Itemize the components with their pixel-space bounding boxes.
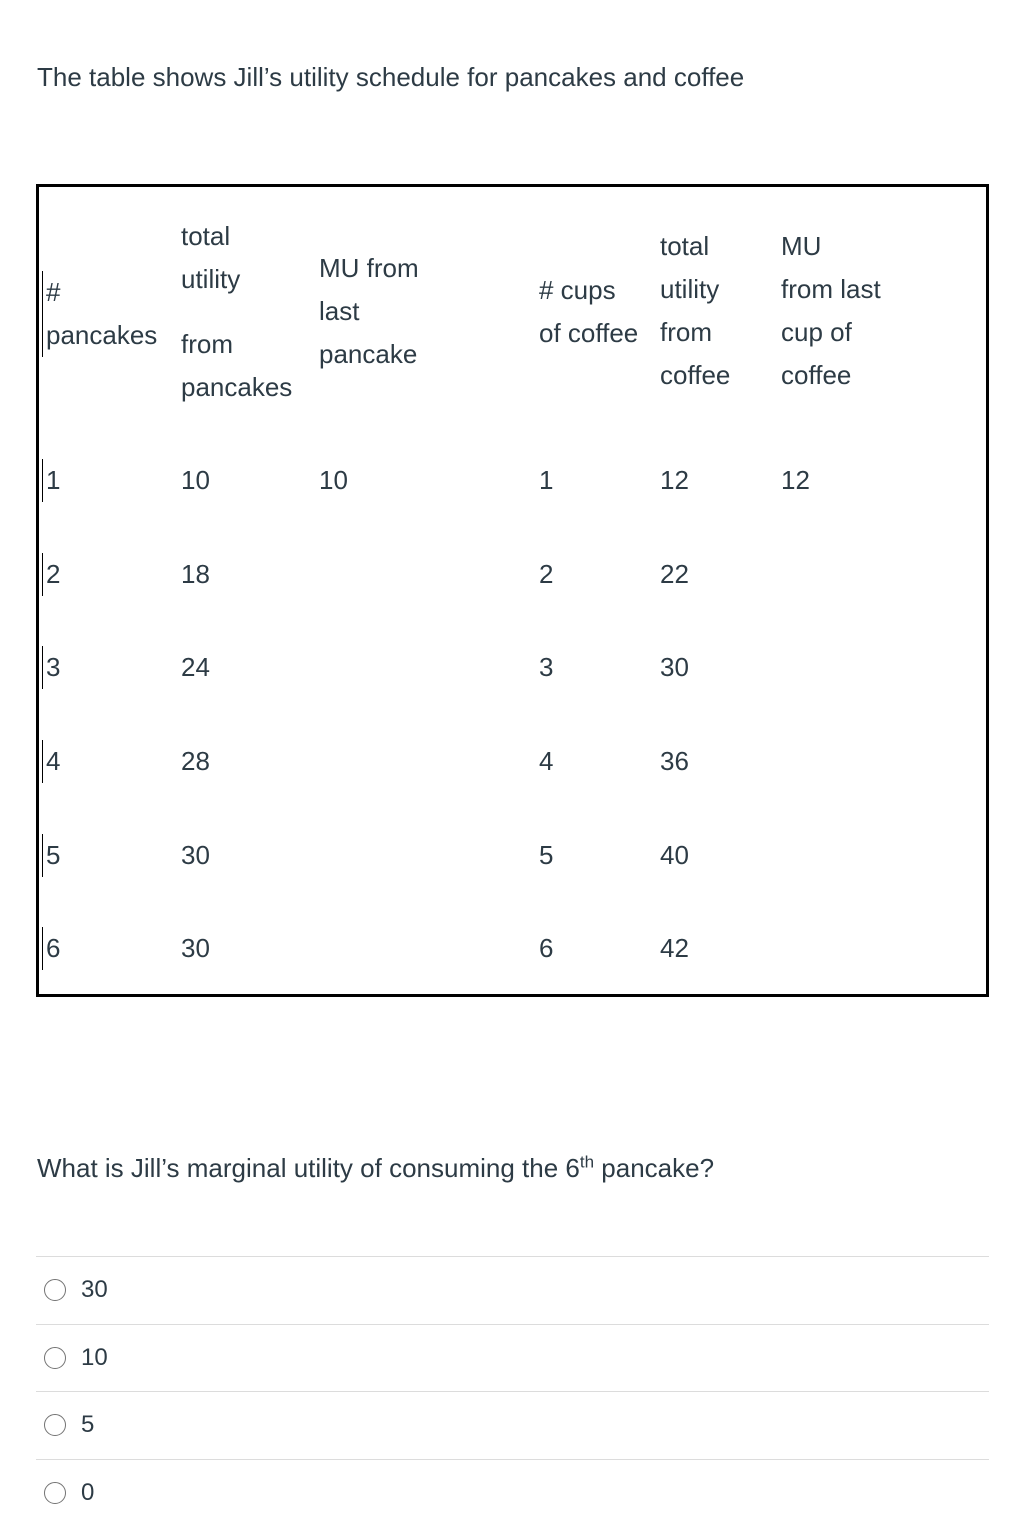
answer-options	[36, 1256, 989, 1522]
cell-total-utility-coffee: 42	[660, 933, 689, 963]
cell-total-utility-pancakes: 18	[181, 559, 210, 589]
cell-total-utility-pancakes: 30	[181, 933, 210, 963]
header-total-utility-coffee: total utility from coffee	[660, 231, 731, 390]
cell-pancakes: 6	[42, 927, 60, 970]
cell-cups-coffee: 2	[539, 559, 554, 589]
question-text: What is Jill’s marginal utility of consuming the 6th pancake?	[37, 1152, 715, 1183]
cell-total-utility-coffee: 40	[660, 840, 689, 870]
cell-cups-coffee: 3	[539, 652, 554, 682]
cell-pancakes: 5	[42, 834, 60, 877]
answer-option[interactable]	[36, 1324, 989, 1392]
answer-label: 10	[81, 1343, 108, 1371]
radio-unselected-icon[interactable]	[44, 1414, 66, 1436]
question-intro: The table shows Jill’s utility schedule for pancakes and coffee	[37, 62, 745, 92]
cell-total-utility-coffee: 12	[660, 465, 689, 495]
cell-cups-coffee: 1	[539, 465, 554, 495]
cell-mu-coffee: 12	[781, 465, 810, 495]
cell-total-utility-pancakes: 10	[181, 465, 210, 495]
cell-mu-pancake: 10	[319, 465, 348, 495]
radio-unselected-icon[interactable]	[44, 1279, 66, 1301]
cell-total-utility-pancakes: 30	[181, 840, 210, 870]
cell-pancakes: 3	[42, 646, 60, 689]
utility-table	[36, 184, 989, 997]
header-total-utility-pancakes: total utility from pancakes	[181, 221, 293, 402]
header-pancakes-count: # pancakes	[42, 271, 157, 357]
answer-option[interactable]	[36, 1459, 989, 1522]
cell-total-utility-coffee: 36	[660, 746, 689, 776]
answer-label: 0	[81, 1478, 95, 1506]
answer-option[interactable]	[36, 1256, 989, 1324]
cell-total-utility-coffee: 30	[660, 652, 689, 682]
cell-cups-coffee: 4	[539, 746, 554, 776]
cell-total-utility-pancakes: 28	[181, 746, 210, 776]
header-mu-coffee: MU from last cup of coffee	[781, 231, 881, 390]
answer-label: 5	[81, 1411, 95, 1439]
cell-pancakes: 1	[42, 459, 60, 502]
cell-total-utility-pancakes: 24	[181, 652, 210, 682]
ordinal-superscript: th	[579, 1152, 595, 1172]
answer-option[interactable]	[36, 1391, 989, 1459]
cell-pancakes: 4	[42, 740, 60, 783]
radio-unselected-icon[interactable]	[44, 1347, 66, 1369]
answer-label: 30	[81, 1276, 108, 1304]
header-cups-coffee: # cups of coffee	[539, 275, 639, 348]
cell-cups-coffee: 5	[539, 840, 554, 870]
cell-cups-coffee: 6	[539, 933, 554, 963]
radio-unselected-icon[interactable]	[44, 1482, 66, 1504]
header-mu-pancake: MU from last pancake	[319, 253, 419, 369]
cell-total-utility-coffee: 22	[660, 559, 689, 589]
cell-pancakes: 2	[42, 553, 60, 596]
